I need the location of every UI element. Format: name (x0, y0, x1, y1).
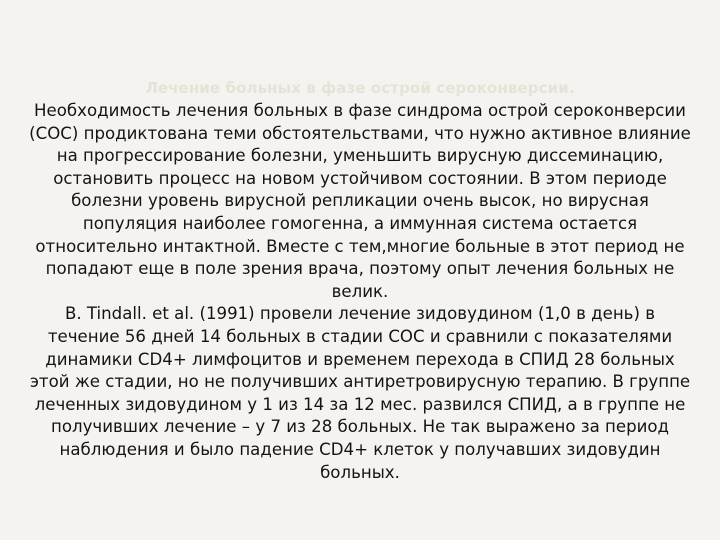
paragraph-tindall-study: B. Tindall. et al. (1991) провели лечение зидовудином (1,0 в день) в течение 56 дней 14 больных в стадии СОС и сравнили с показателями динамики CD4+ лимфоцитов и временем перехода в СПИД 28 больных этой же стадии, но не получивших антиретровирусную терапию. В группе леченных зидовудином у 1 из 14 за 12 мес. развился СПИД, а в группе не получивших лечение – у 7 из 28 больных. Не так выражено за период наблюдения и было падение CD4+ клеток у получавших зидовудин больных. (29, 304, 691, 482)
slide-content (28, 76, 692, 484)
slide-title: Лечение больных в фазе острой сероконверсии. (145, 79, 575, 97)
paragraph-seroconversion-rationale: Необходимость лечения больных в фазе синдрома острой сероконверсии (СОС) продиктована теми обстоятельствами, что нужно активное влияние на прогрессирование болезни, уменьшить вирусную диссеминацию, остановить процесс на новом устойчивом состоянии. В этом периоде болезни уровень вирусной репликации очень высок, но вирусная популяция наиболее гомогенна, а иммунная система остается относительно интактной. Вместе с тем,многие больные в этот период не попадают еще в поле зрения врача, поэтому опыт лечения больных не велик. (29, 101, 691, 301)
